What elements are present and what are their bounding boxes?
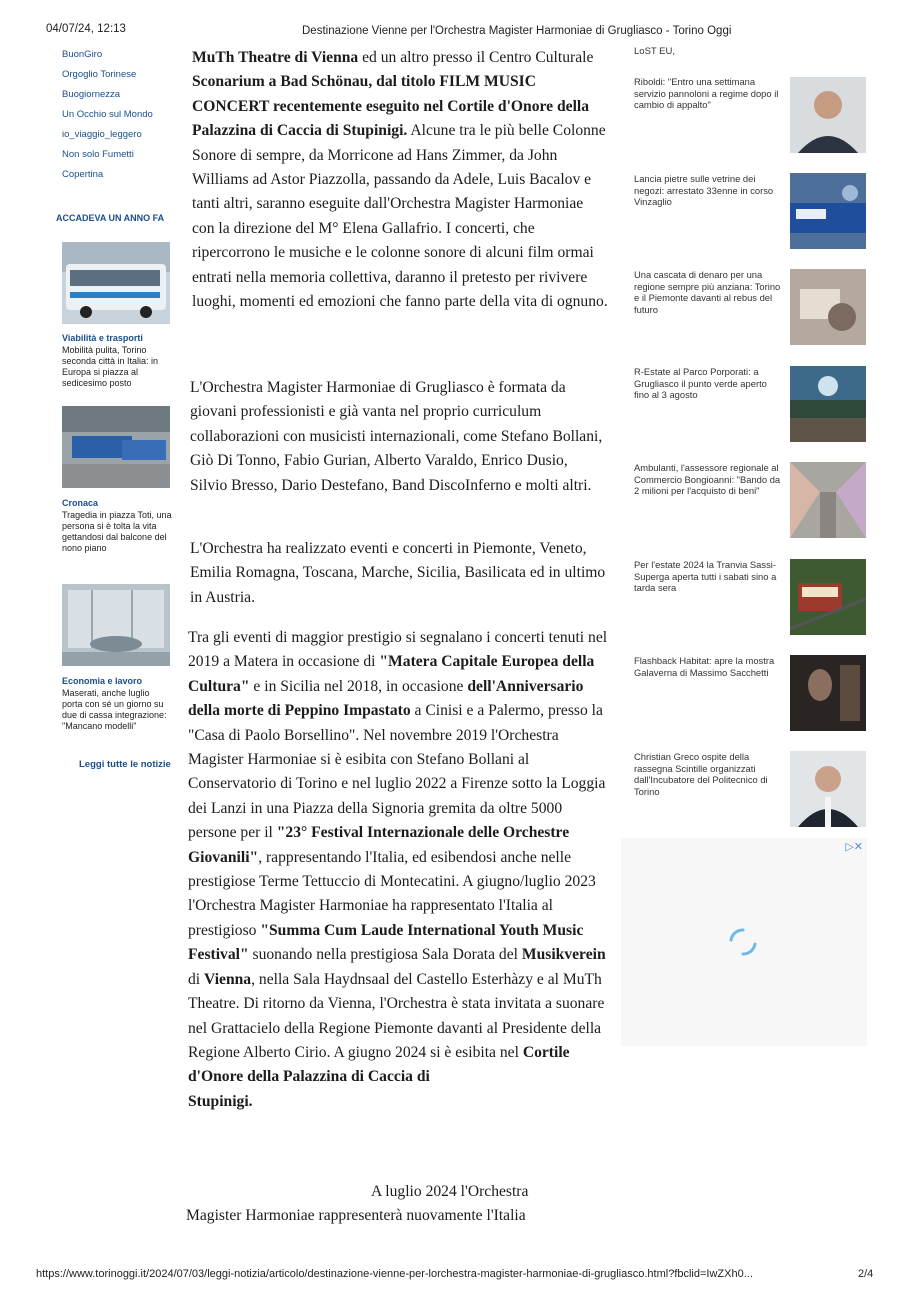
news-item-title[interactable]: Lancia pietre sulle vetrine dei negozi: arrestato 33enne in corso Vinzaglio (634, 173, 774, 208)
page-title: Destinazione Vienne per l'Orchestra Magister Harmoniae di Grugliasco - Torino Oggi (302, 25, 732, 37)
paragraph-text: L'Orchestra Magister Harmoniae di Grugliasco è formata da giovani professionisti e già vanta nel proprio curriculum collaborazioni con musicisti internazionali, come Stefano Bollani, Giò Di Tonno, Fabio Gurian, Alberto Varaldo, Enrico Dusio, Silvio Bresso, Dario Destefano, Band DiscoInferno e molti altri. (190, 379, 603, 494)
market-street-thumbnail[interactable] (790, 462, 866, 538)
sidebar-item-category[interactable]: Viabilità e trasporti (62, 333, 143, 343)
text-span: e in Sicilia nel 2018, in occasione (249, 677, 468, 695)
text-span: Tra gli eventi di maggior prestigio si segnalano i concerti tenuti nel 2019 a Matera in occasione di (188, 629, 608, 671)
print-datetime: 04/07/24, 12:13 (46, 23, 126, 35)
text-span: di (188, 970, 205, 988)
text-span: , nella Sala Haydnsaal del Castello Esterhàzy e al MuTh Theatre. Di ritorno da Vienna, l'Orchestra è stata invitata a suonare nel Grattacielo della Regione Piemonte davanti al Presidente della Regione Alberto Cirio. A giugno 2024 si è esibita nel (188, 970, 605, 1061)
bold-span: Stupinigi. (188, 1092, 253, 1110)
sidebar-item-category[interactable]: Cronaca (62, 498, 99, 508)
text-span: a Cinisi e a Palermo, presso la "Casa di Paolo Borsellino". Nel novembre 2019 l'Orchestra Magister Harmoniae si è esibita con Stefano Bollani al Conservatorio di Torino e nel luglio 2022 a Firenze sotto la Loggia dei Lanzi in una Piazza della Signoria gremita da oltre 5000 persone per il (188, 702, 606, 842)
exhibition-thumbnail[interactable] (790, 655, 866, 731)
text-span: Alcune tra le più belle Colonne Sonore di sempre, da Morricone ad Hans Zimmer, da John Williams ad Astor Piazzolla, passando da Adele, Luis Bacalov e tanti altri, saranno eseguite dall'Orchestra Magister Harmoniae con la direzione del M° Elena Gallafrio. I concerti, che ripercorrono le musiche e le colonne sonore di alcuni film ormai entrati nella memoria collettiva, daranno il pretesto per rivivere luoghi, momenti ed emozioni che fanno parte della vita di ognuno. (192, 122, 608, 311)
text-span: suonando nella prestigiosa Sala Dorata del (248, 946, 522, 964)
text-span: , rappresentando l'Italia, ed esibendosi anche nelle prestigiose Terme Tettuccio di Montecatini. A giugno/luglio 2023 l'Orchestra Magister Harmoniae ha rappresentato l'Italia al prestigioso (188, 848, 596, 939)
nav-link-non-solo-fumetti[interactable]: Non solo Fumetti (62, 149, 134, 160)
bold-span: Cortile d'Onore della Palazzina di Caccia di (188, 1043, 570, 1086)
nav-link-buogiornezza[interactable]: Buogiornezza (62, 89, 121, 100)
news-item-title[interactable]: Per l'estate 2024 la Tranvia Sassi-Superga aperta tutti i sabati sino a tarda sera (634, 559, 777, 594)
ad-container (621, 838, 867, 1046)
article-paragraph-5-line2: Magister Harmoniae rappresenterà nuovamente l'Italia (186, 1207, 526, 1224)
read-all-news-link[interactable]: Leggi tutte le notizie (79, 759, 171, 770)
section-title-anno-fa: ACCADEVA UN ANNO FA (56, 213, 165, 223)
police-car-thumbnail[interactable] (790, 173, 866, 249)
bold-span: Musikverein (521, 946, 606, 964)
news-item-title[interactable]: Christian Greco ospite della rassegna Scintille organizzati dall'Incubatore del Politecnico di Torino (634, 751, 768, 797)
news-item-title[interactable]: Ambulanti, l'assessore regionale al Commercio Bongioanni: "Bando da 2 milioni per l'acquisto di beni" (634, 462, 781, 497)
nav-link-viaggio-leggero[interactable]: io_viaggio_leggero (62, 129, 142, 140)
sidebar-item-title[interactable]: Maserati, anche luglio porta con sé un giorno su due di cassa integrazione: "Mancano modelli" (62, 688, 167, 731)
bold-span: dell'Anniversario della morte di Peppino Impastato (188, 677, 584, 720)
bold-span: MuTh Theatre di Vienna (192, 49, 359, 66)
nav-link-buongiro[interactable]: BuonGiro (62, 49, 103, 60)
nav-link-copertina[interactable]: Copertina (62, 169, 104, 180)
right-top-fragment: LoST EU, (634, 46, 676, 57)
portrait-man-thumbnail[interactable] (790, 77, 866, 153)
sidebar-item-title[interactable]: Tragedia in piazza Toti, una persona si è tolta la vita gettandosi dal balcone del nono piano (62, 510, 172, 553)
article-paragraph-3 (190, 537, 608, 610)
text-span: ed un altro presso il Centro Culturale (358, 49, 594, 66)
article-paragraph-2 (190, 376, 608, 498)
loading-spinner-icon (725, 924, 761, 960)
news-item-title[interactable]: Flashback Habitat: apre la mostra Galaverna di Massimo Sacchetti (634, 655, 775, 678)
footer-url: https://www.torinoggi.it/2024/07/03/leggi-notizia/articolo/destinazione-vienne-per-lorchestra-magister-harmoniae-di-grugliasco.html?fbclid=IwZXh0... (36, 1268, 753, 1280)
news-item-title[interactable]: R-Estate al Parco Porporati: a Grugliasco il punto verde aperto fino al 3 agosto (634, 366, 767, 401)
sidebar-item-title[interactable]: Mobilità pulita, Torino seconda città in Italia: in Europa si piazza al sedicesimo posto (62, 345, 159, 388)
tram-superga-thumbnail[interactable] (790, 559, 866, 635)
article-paragraph-4 (188, 626, 608, 1114)
portrait-greco-thumbnail[interactable] (790, 751, 866, 827)
elderly-money-thumbnail[interactable] (790, 269, 866, 345)
article-paragraph-1 (192, 46, 608, 314)
news-item-title[interactable]: Riboldi: "Entro una settimana servizio pannoloni a regime dopo il cambio di appalto" (634, 76, 779, 111)
page-number: 2/4 (858, 1268, 874, 1280)
news-item-title[interactable]: Una cascata di denaro per una regione sempre più anziana: Torino e il Piemonte davanti al rebus del futuro (634, 269, 781, 315)
nav-link-orgoglio-torinese[interactable]: Orgoglio Torinese (62, 69, 137, 80)
sidebar-item-category[interactable]: Economia e lavoro (62, 676, 143, 686)
bus-thumbnail[interactable] (62, 242, 170, 324)
ad-choices-icon[interactable]: ▷✕ (845, 841, 863, 853)
bold-span: "Summa Cum Laude International Youth Music Festival" (188, 921, 584, 964)
bold-span: Sconarium a Bad Schönau, dal titolo FILM MUSIC CONCERT recentemente eseguito nel Cortile d'Onore della Palazzina di Caccia di Stupinigi. (192, 73, 590, 140)
bold-span: Vienna (204, 970, 252, 988)
nav-link-occhio-sul-mondo[interactable]: Un Occhio sul Mondo (62, 109, 153, 120)
police-thumbnail[interactable] (62, 406, 170, 488)
bold-span: "23° Festival Internazionale delle Orchestre Giovanili" (188, 824, 570, 866)
car-factory-thumbnail[interactable] (62, 584, 170, 666)
paragraph-text: L'Orchestra ha realizzato eventi e concerti in Piemonte, Veneto, Emilia Romagna, Toscana, Marche, Sicilia, Basilicata ed in ultimo in Austria. (190, 540, 606, 606)
article-paragraph-5-line1: A luglio 2024 l'Orchestra (371, 1183, 529, 1200)
park-event-thumbnail[interactable] (790, 366, 866, 442)
bold-span: "Matera Capitale Europea della Cultura" (188, 653, 595, 695)
